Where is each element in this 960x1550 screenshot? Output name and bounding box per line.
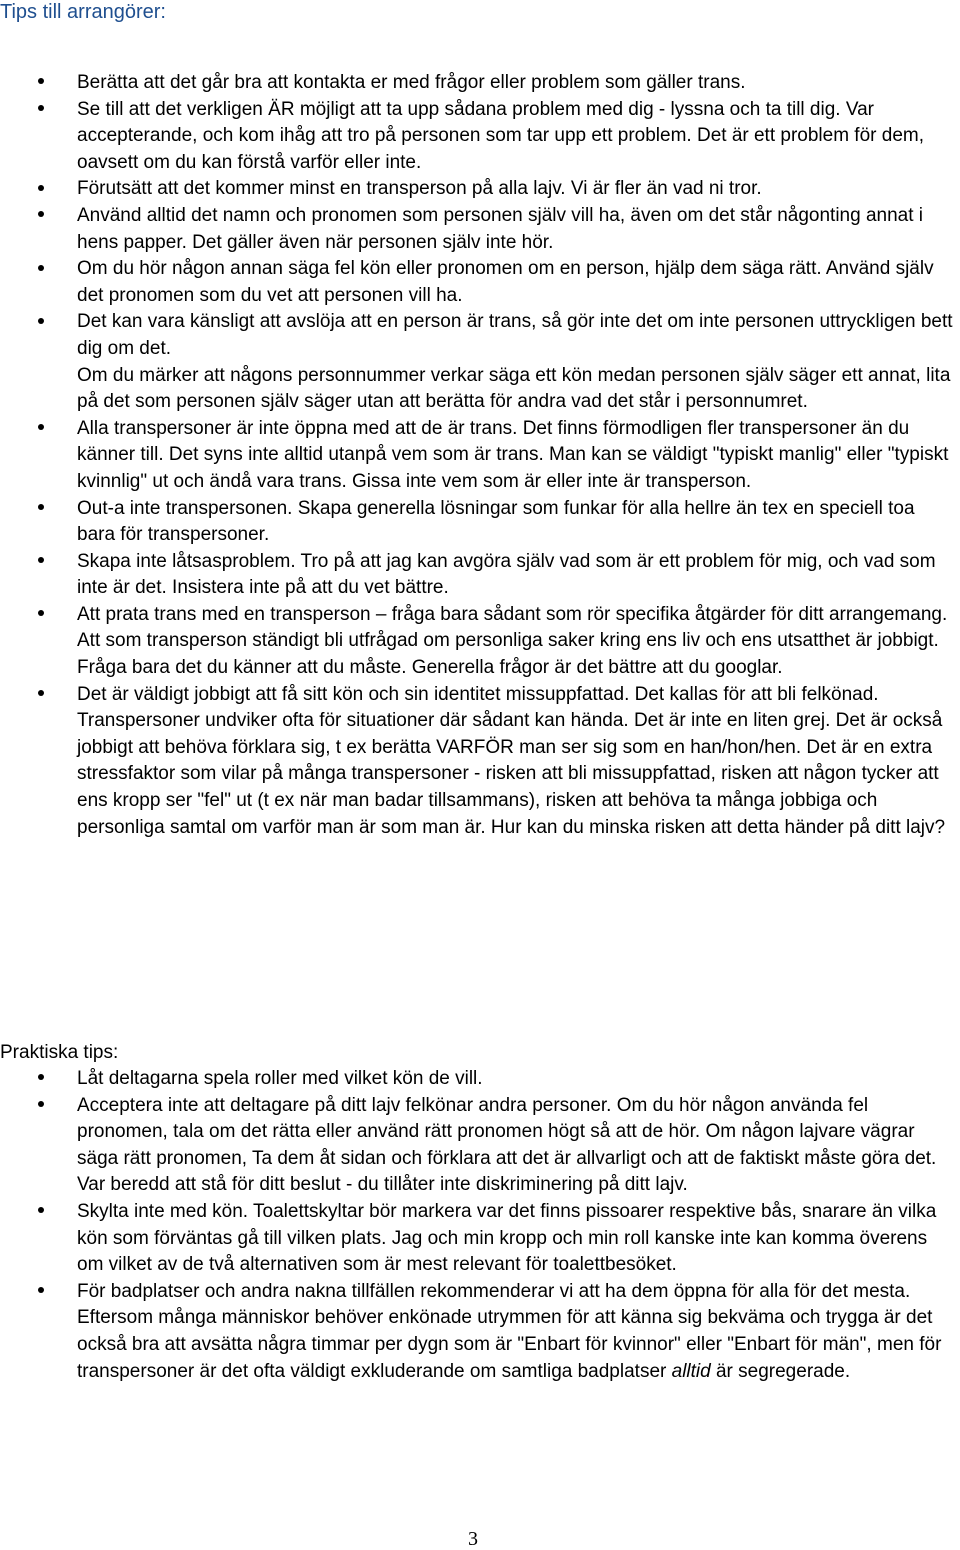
list-item: Om du hör någon annan säga fel kön eller pronomen om en person, hjälp dem säga rätt. Använd själv det pronomen som du vet att personen vill ha. <box>0 256 960 309</box>
practical-tips-list <box>0 1066 960 1385</box>
list-item: Använd alltid det namn och pronomen som personen själv vill ha, även om det står någonting annat i hens papper. Det gäller även när personen själv inte hör. <box>0 203 960 256</box>
list-item: Alla transpersoner är inte öppna med att de är trans. Det finns förmodligen fler transpersoner än du känner till. Det syns inte alltid utanpå vem som är trans. Man kan se väldigt "typiskt manlig" eller "typiskt kvinnlig" ut och ändå vara trans. Gissa inte vem som är eller inte är transperson. <box>0 416 960 496</box>
list-item: Det är väldigt jobbigt att få sitt kön och sin identitet missuppfattad. Det kallas för att bli felkönad. Transpersoner undviker ofta för situationer där sådant kan hända. Det är inte en liten grej. Det är också jobbigt att behöva förklara sig, t ex berätta VARFÖR man ser sig som en han/hon/hen. Det är en extra stressfaktor som vilar på många transpersoner - risken att bli missuppfattad, risken att någon tycker att ens kropp ser "fel" ut (t ex när man badar tillsammans), risken att behöva ta många jobbiga och personliga samtal om varför man är som man är. Hur kan du minska risken att detta händer på ditt lajv? <box>0 682 960 842</box>
practical-tips-heading: Praktiska tips: <box>0 1042 119 1063</box>
bullet-icon <box>36 549 46 576</box>
list-item: Om du märker att någons personnummer verkar säga ett kön medan personen själv säger ett annat, lita på det som personen själv säger utan att berätta för andra vad det står i personnumret. <box>77 364 951 413</box>
bullet-icon <box>36 602 46 629</box>
page-number: 3 <box>468 1528 478 1550</box>
bullet-icon <box>36 496 46 523</box>
page-heading: Tips till arrangörer: <box>0 1 166 23</box>
bullet-icon <box>36 70 46 97</box>
tips-list <box>0 70 960 841</box>
list-item: Skylta inte med kön. Toalettskyltar bör markera var det finns pissoarer respektive bås, snarare än vilka kön som förväntas gå till vilken plats. Jag och min kropp och min roll kanske inte kan komma överens om vilket av de två alternativen som är mest relevant för toalettbesöket. <box>0 1199 960 1279</box>
list-item: Acceptera inte att deltagare på ditt lajv felkönar andra personer. Om du hör någon använda fel pronomen, tala om det rätta eller använd rätt pronomen högt så att de hör. Om någon lajvare vägrar säga rätt pronomen, Ta dem åt sidan och förklara att det är allvarligt och att de faktiskt måste göra det. Var beredd att stå för ditt beslut - du tillåter inte diskriminering på ditt lajv. <box>0 1093 960 1199</box>
list-item: Berätta att det går bra att kontakta er med frågor eller problem som gäller trans. <box>0 70 960 97</box>
bullet-icon <box>36 256 46 283</box>
list-item: Låt deltagarna spela roller med vilket kön de vill. <box>0 1066 960 1093</box>
bullet-icon <box>36 203 46 230</box>
bullet-icon <box>36 176 46 203</box>
bullet-icon <box>36 1279 46 1306</box>
list-item: Out-a inte transpersonen. Skapa generella lösningar som funkar för alla hellre än tex en speciell toa bara för transpersoner. <box>0 496 960 549</box>
list-item: Att prata trans med en transperson – fråga bara sådant som rör specifika åtgärder för ditt arrangemang. Att som transperson ständigt bli utfrågad om personliga saker kring ens liv och ens utsatthet är jobbigt. Fråga bara det du känner att du måste. Generella frågor är det bättre att du googlar. <box>0 602 960 682</box>
list-item: För badplatser och andra nakna tillfällen rekommenderar vi att ha dem öppna för alla för det mesta. Eftersom många människor behöver enkönade utrymmen för att känna sig bekväma och trygga är det också bra att avsätta några timmar per dygn som är "Enbart för kvinnor" eller "Enbart för män", men för transpersoner är det ofta väldigt exkluderande om samtliga badplatser alltid är segregerade. <box>0 1279 960 1385</box>
bullet-icon <box>36 1066 46 1093</box>
bullet-icon <box>36 1199 46 1226</box>
bullet-icon <box>36 682 46 709</box>
list-item: Det kan vara känsligt att avslöja att en person är trans, så gör inte det om inte personen uttryckligen bett dig om det. <box>0 309 960 362</box>
list-item: Skapa inte låtsasproblem. Tro på att jag kan avgöra själv vad som är ett problem för mig, och vad som inte är det. Insistera inte på att du vet bättre. <box>0 549 960 602</box>
emphasis-text: alltid <box>671 1360 711 1382</box>
bullet-icon <box>36 416 46 443</box>
bullet-icon <box>36 1093 46 1120</box>
list-item: Förutsätt att det kommer minst en transperson på alla lajv. Vi är fler än vad ni tror. <box>0 176 960 203</box>
list-item: Se till att det verkligen ÄR möjligt att ta upp sådana problem med dig - lyssna och ta till dig. Var accepterande, och kom ihåg att tro på personen som tar upp ett problem. Det är ett problem för dem, oavsett om du kan förstå varför eller inte. <box>0 97 960 177</box>
bullet-icon <box>36 309 46 336</box>
bullet-icon <box>36 97 46 124</box>
